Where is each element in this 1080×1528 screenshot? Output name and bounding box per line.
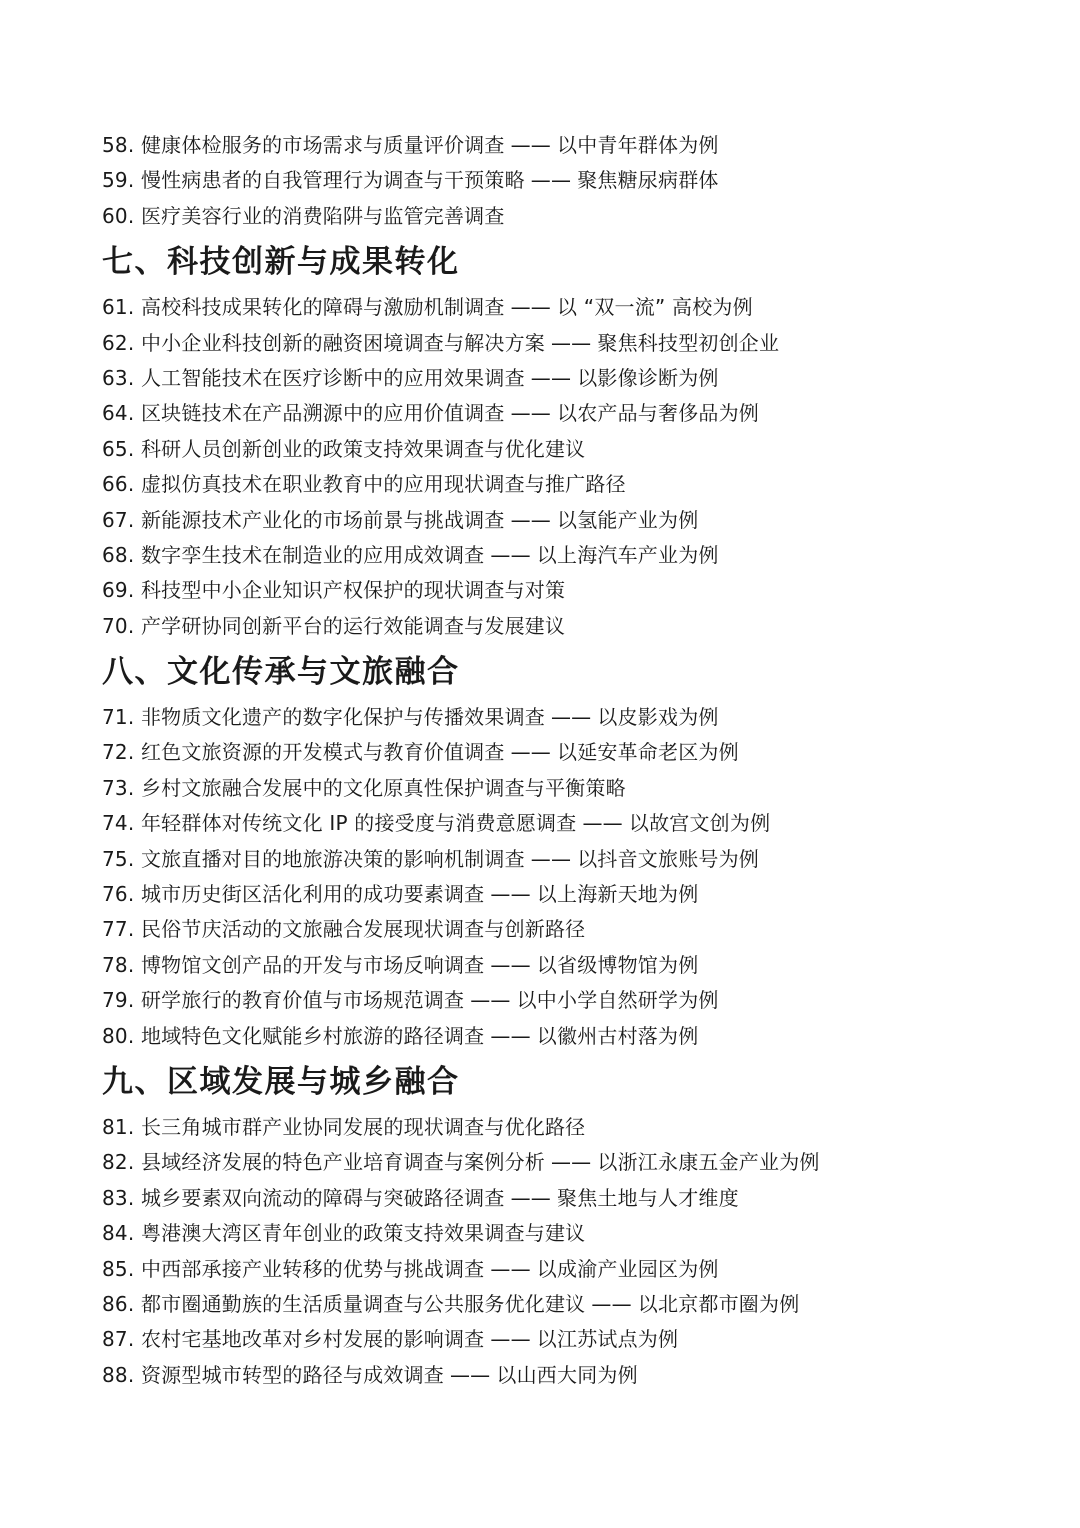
- list-item: [102, 1322, 1002, 1357]
- item-subtitle: 以北京都市圈为例: [637, 1291, 800, 1316]
- item-number: 62.: [102, 330, 135, 355]
- item-number: 83.: [102, 1185, 135, 1210]
- item-title: 非物质文化遗产的数字化保护与传播效果调查: [140, 705, 545, 730]
- item-number: 68.: [102, 542, 135, 567]
- section-heading: 八、文化传承与文旅融合: [102, 654, 460, 691]
- item-subtitle: 以上海汽车产业为例: [536, 542, 719, 567]
- item-separator: ——: [490, 542, 531, 567]
- item-number: 60.: [102, 203, 135, 228]
- item-subtitle: 以上海新天地为例: [536, 882, 699, 907]
- list-item: [102, 1358, 1002, 1393]
- item-title: 城乡要素双向流动的障碍与突破路径调查: [140, 1185, 505, 1210]
- list-item: [102, 432, 1002, 467]
- item-title: 地域特色文化赋能乡村旅游的路径调查: [140, 1023, 485, 1048]
- item-number: 74.: [102, 811, 135, 836]
- item-subtitle: 以 “双一流” 高校为例: [557, 295, 753, 320]
- item-separator: ——: [530, 168, 572, 193]
- list-item: [102, 1252, 1002, 1287]
- item-title: 长三角城市群产业协同发展的现状调查与优化路径: [140, 1114, 586, 1139]
- item-separator: ——: [470, 988, 511, 1013]
- item-title: 健康体检服务的市场需求与质量评价调查: [140, 133, 505, 157]
- item-title: 科技型中小企业知识产权保护的现状调查与对策: [140, 578, 566, 603]
- item-separator: ——: [490, 1023, 531, 1048]
- item-separator: ——: [510, 401, 551, 426]
- item-subtitle: 以皮影戏为例: [597, 705, 719, 730]
- item-title: 人工智能技术在医疗诊断中的应用效果调查: [140, 365, 525, 390]
- item-number: 82.: [102, 1150, 135, 1175]
- item-title: 资源型城市转型的路径与成效调查: [140, 1362, 444, 1387]
- item-number: 73.: [102, 775, 135, 800]
- item-number: 66.: [102, 472, 135, 497]
- item-subtitle: 聚焦土地与人才维度: [557, 1185, 739, 1210]
- list-item: [102, 735, 1002, 770]
- section-heading: 七、科技创新与成果转化: [102, 244, 460, 281]
- item-title: 医疗美容行业的消费陷阱与监管完善调查: [140, 203, 505, 228]
- item-separator: ——: [510, 740, 551, 765]
- item-title: 民俗节庆活动的文旅融合发展现状调查与创新路径: [140, 917, 586, 942]
- list-item: [102, 912, 1002, 947]
- item-separator: ——: [490, 1256, 531, 1281]
- item-title: 新能源技术产业化的市场前景与挑战调查: [140, 507, 505, 532]
- item-title: 高校科技成果转化的障碍与激励机制调查: [140, 295, 505, 320]
- item-title: 数字孪生技术在制造业的应用成效调查: [140, 542, 485, 567]
- item-number: 63.: [102, 365, 135, 390]
- item-subtitle: 以中小学自然研学为例: [516, 988, 719, 1013]
- item-number: 87.: [102, 1327, 135, 1352]
- item-number: 77.: [102, 917, 135, 942]
- list-item: [102, 573, 1002, 608]
- item-title: 区块链技术在产品溯源中的应用价值调查: [140, 401, 505, 426]
- item-number: 78.: [102, 952, 135, 977]
- item-title: 粤港澳大湾区青年创业的政策支持效果调查与建议: [140, 1221, 586, 1246]
- item-number: 67.: [102, 507, 135, 532]
- item-number: 76.: [102, 882, 135, 907]
- item-number: 81.: [102, 1114, 135, 1139]
- list-item: [102, 609, 1002, 644]
- list-item: [102, 163, 1002, 198]
- list-item: [102, 700, 1002, 735]
- item-title: 城市历史街区活化利用的成功要素调查: [140, 882, 485, 907]
- item-number: 75.: [102, 846, 135, 871]
- item-title: 年轻群体对传统文化 IP 的接受度与消费意愿调查: [140, 811, 577, 836]
- document-page: [102, 128, 1002, 1393]
- item-number: 64.: [102, 401, 135, 426]
- list-item: [102, 290, 1002, 325]
- item-separator: ——: [550, 1150, 592, 1175]
- list-item: [102, 361, 1002, 396]
- item-title: 都市圈通勤族的生活质量调查与公共服务优化建议: [140, 1291, 586, 1316]
- item-title: 慢性病患者的自我管理行为调查与干预策略: [140, 168, 525, 193]
- list-item: [102, 1287, 1002, 1322]
- item-title: 乡村文旅融合发展中的文化原真性保护调查与平衡策略: [140, 775, 626, 800]
- list-item: [102, 467, 1002, 502]
- item-number: 61.: [102, 295, 135, 320]
- list-item: [102, 199, 1002, 234]
- item-subtitle: 聚焦科技型初创企业: [597, 330, 780, 355]
- list-item: [102, 1145, 1002, 1180]
- item-number: 69.: [102, 578, 135, 603]
- item-subtitle: 以成渝产业园区为例: [536, 1256, 719, 1281]
- item-separator: ——: [582, 811, 623, 836]
- item-title: 产学研协同创新平台的运行效能调查与发展建议: [140, 613, 566, 638]
- item-subtitle: 以江苏试点为例: [536, 1327, 679, 1352]
- item-separator: ——: [591, 1291, 632, 1316]
- item-number: 86.: [102, 1291, 135, 1316]
- item-subtitle: 以故宫文创为例: [628, 811, 771, 836]
- item-number: 85.: [102, 1256, 135, 1281]
- list-item: [102, 326, 1002, 361]
- item-number: 84.: [102, 1221, 135, 1246]
- item-title: 科研人员创新创业的政策支持效果调查与优化建议: [140, 436, 586, 461]
- list-item: [102, 503, 1002, 538]
- item-title: 红色文旅资源的开发模式与教育价值调查: [140, 740, 505, 765]
- item-subtitle: 聚焦糖尿病群体: [577, 168, 719, 193]
- item-subtitle: 以省级博物馆为例: [536, 952, 699, 977]
- item-number: 72.: [102, 740, 135, 765]
- item-separator: ——: [510, 133, 551, 157]
- item-subtitle: 以徽州古村落为例: [536, 1023, 699, 1048]
- item-separator: ——: [449, 1362, 491, 1387]
- item-number: 58.: [102, 133, 135, 157]
- item-separator: ——: [530, 846, 572, 871]
- item-separator: ——: [490, 882, 531, 907]
- item-title: 农村宅基地改革对乡村发展的影响调查: [140, 1327, 485, 1352]
- list-item: [102, 1019, 1002, 1054]
- section-heading: 九、区域发展与城乡融合: [102, 1063, 460, 1100]
- item-title: 文旅直播对目的地旅游决策的影响机制调查: [140, 846, 525, 871]
- item-separator: ——: [510, 1185, 551, 1210]
- item-number: 71.: [102, 705, 135, 730]
- item-subtitle: 以抖音文旅账号为例: [577, 846, 760, 871]
- list-item: [102, 538, 1002, 573]
- item-subtitle: 以山西大同为例: [496, 1362, 638, 1387]
- list-item: [102, 1216, 1002, 1251]
- item-number: 65.: [102, 436, 135, 461]
- item-subtitle: 以浙江永康五金产业为例: [597, 1150, 820, 1175]
- item-number: 70.: [102, 613, 135, 638]
- list-item: [102, 128, 1002, 163]
- item-title: 虚拟仿真技术在职业教育中的应用现状调查与推广路径: [140, 472, 626, 497]
- item-title: 博物馆文创产品的开发与市场反响调查: [140, 952, 485, 977]
- item-number: 88.: [102, 1362, 135, 1387]
- item-number: 80.: [102, 1023, 135, 1048]
- item-subtitle: 以中青年群体为例: [557, 133, 719, 157]
- item-separator: ——: [550, 330, 592, 355]
- item-subtitle: 以延安革命老区为例: [557, 740, 739, 765]
- item-title: 县域经济发展的特色产业培育调查与案例分析: [140, 1150, 545, 1175]
- item-subtitle: 以农产品与奢侈品为例: [557, 401, 759, 426]
- list-item: [102, 842, 1002, 877]
- item-subtitle: 以影像诊断为例: [577, 365, 719, 390]
- item-title: 中西部承接产业转移的优势与挑战调查: [140, 1256, 485, 1281]
- item-subtitle: 以氢能产业为例: [557, 507, 699, 532]
- item-title: 中小企业科技创新的融资困境调查与解决方案: [140, 330, 545, 355]
- list-item: [102, 806, 1002, 841]
- item-separator: ——: [490, 952, 531, 977]
- item-separator: ——: [510, 507, 551, 532]
- item-separator: ——: [510, 295, 551, 320]
- item-title: 研学旅行的教育价值与市场规范调查: [140, 988, 465, 1013]
- list-item: [102, 396, 1002, 431]
- list-item: [102, 948, 1002, 983]
- item-separator: ——: [550, 705, 592, 730]
- list-item: [102, 1110, 1002, 1145]
- list-item: [102, 771, 1002, 806]
- item-separator: ——: [490, 1327, 531, 1352]
- list-item: [102, 877, 1002, 912]
- list-item: [102, 1181, 1002, 1216]
- item-number: 59.: [102, 168, 135, 193]
- list-item: [102, 983, 1002, 1018]
- item-separator: ——: [530, 365, 572, 390]
- item-number: 79.: [102, 988, 135, 1013]
